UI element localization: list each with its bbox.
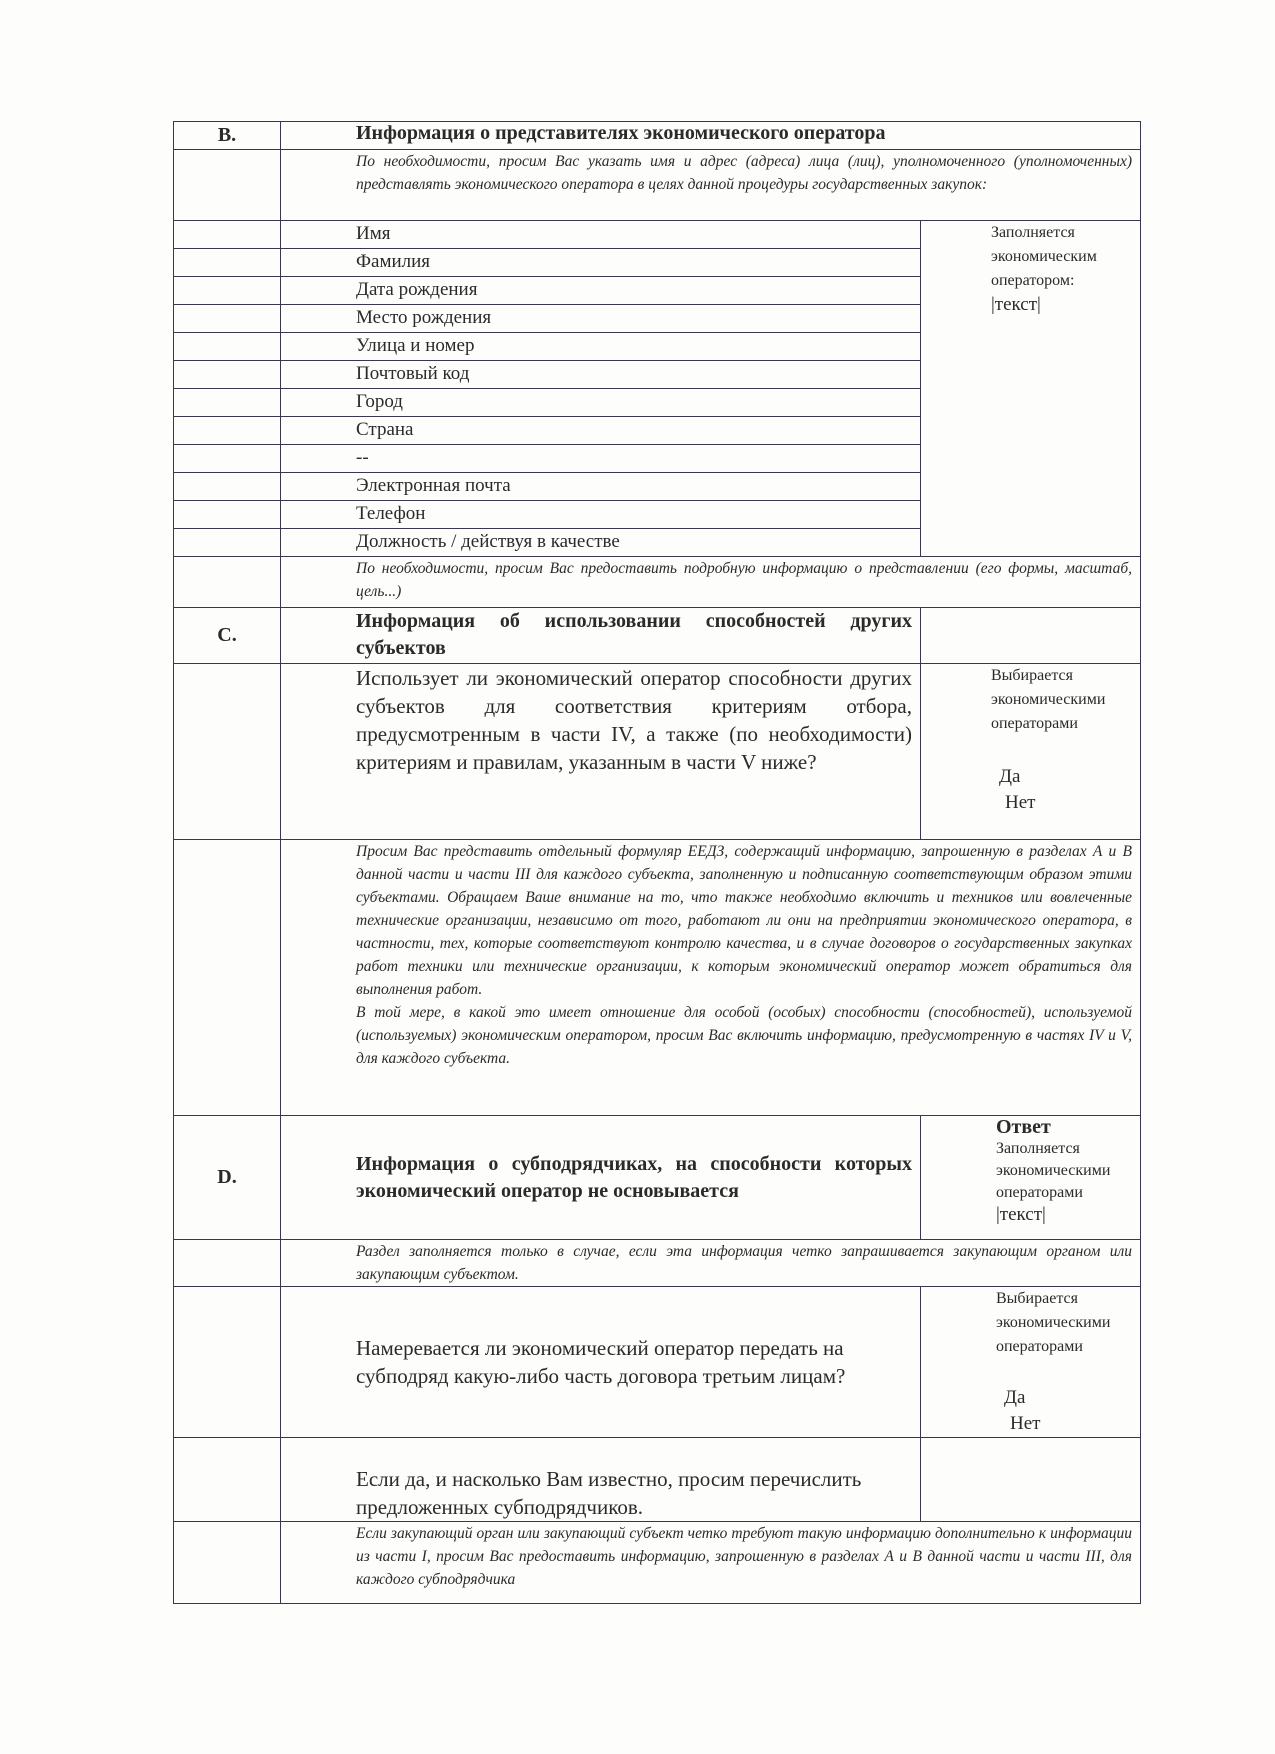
section-b-title: Информация о представителях экономического оператора — [281, 122, 1141, 150]
section-d-subcontractors-question: Если да, и насколько Вам известно, просим перечислить предложенных субподрядчиков. — [281, 1438, 921, 1522]
section-d-side-label: Выбирается экономическими операторами — [995, 1290, 1111, 1355]
espd-form-table — [173, 121, 1141, 1604]
text-field-placeholder[interactable]: |текст| — [990, 294, 1041, 315]
section-d-question: Намеревается ли экономический оператор передать на субподряд какую-либо часть договора третьим лицам? — [281, 1287, 921, 1438]
answer-heading: Ответ — [995, 1116, 1051, 1138]
field-label: Должность / действуя в качестве — [281, 529, 921, 557]
section-d-choice-cell[interactable] — [920, 1287, 1140, 1438]
section-c-letter: C. — [174, 608, 281, 664]
section-b-intro: По необходимости, просим Вас указать имя и адрес (адреса) лица (лиц), уполномоченного (уполномоченных) представлять экономического оператора в целях данной процедуры государственных закупок: — [281, 150, 1141, 221]
section-d-title: Информация о субподрядчиках, на способности которых экономический оператор не основывается — [281, 1116, 921, 1240]
option-no[interactable]: Нет — [1009, 1413, 1041, 1434]
section-c-title: Информация об использовании способностей других субъектов — [281, 608, 921, 664]
text-field-placeholder[interactable]: |текст| — [995, 1204, 1046, 1225]
section-b-answer-cell[interactable] — [920, 221, 1140, 557]
field-label: Фамилия — [281, 249, 921, 277]
section-c-note-1: Просим Вас представить отдельный формуляр ЕЕДЗ, содержащий информацию, запрошенную в разделах А и В данной части и части III для каждого субъекта, заполненную и подписанную соответствующим образом этими субъектами. Обращаем Ваше внимание на то, что также необходимо включить и техников или вовлеченные технические организации, независимо от того, работают ли они на предприятии экономического оператора, в частности, тех, которые соответствуют контролю качества, и в случае договоров о государственных закупках работ техники или технические организации, к которым экономический оператор может обратиться для выполнения работ. — [356, 843, 1132, 998]
section-d-answer-cell[interactable] — [920, 1116, 1140, 1240]
field-label: Дата рождения — [281, 277, 921, 305]
section-d-note: Раздел заполняется только в случае, если эта информация четко запрашивается закупающим органом или закупающим субъектом. — [281, 1240, 1141, 1287]
section-c-question: Использует ли экономический оператор способности других субъектов для соответствия критериям отбора, предусмотренным в части IV, а также (по необходимости) критериям и правилам, указанным в части V ниже? — [281, 664, 921, 840]
section-c-answer-cell[interactable] — [920, 664, 1140, 840]
section-b-letter: B. — [174, 122, 281, 150]
option-no[interactable]: Нет — [1004, 792, 1036, 813]
section-b-side-label: Заполняется экономическим оператором: — [990, 224, 1097, 289]
section-b-note: По необходимости, просим Вас предоставить подробную информацию о представлении (его формы, масштаб, цель...) — [281, 557, 1141, 608]
section-d-final-note: Если закупающий орган или закупающий субъект четко требуют такую информацию дополнительно к информации из части I, просим Вас предоставить информацию, запрошенную в разделах А и В данной части и части III, для каждого субподрядчика — [281, 1522, 1141, 1604]
field-label: Город — [281, 389, 921, 417]
section-c-note-2: В той мере, в какой это имеет отношение для особой (особых) способности (способностей), используемой (используемых) экономическим оператором, просим Вас включить информацию, предусмотренную в частях IV и V, для каждого субъекта. — [356, 1004, 1132, 1067]
subcontractors-answer-cell[interactable] — [920, 1438, 1140, 1522]
section-d-answer-label: Заполняется экономическими операторами — [995, 1140, 1111, 1201]
field-label: Место рождения — [281, 305, 921, 333]
field-label: Телефон — [281, 501, 921, 529]
section-c-note — [281, 840, 1141, 1116]
field-label: -- — [281, 445, 921, 473]
field-label: Электронная почта — [281, 473, 921, 501]
section-c-side-label: Выбирается экономическими операторами — [990, 667, 1106, 732]
field-label: Почтовый код — [281, 361, 921, 389]
field-label: Улица и номер — [281, 333, 921, 361]
option-yes[interactable]: Да — [1003, 1387, 1026, 1408]
section-d-letter: D. — [174, 1116, 281, 1240]
field-label: Имя — [281, 221, 921, 249]
option-yes[interactable]: Да — [998, 766, 1021, 787]
field-label: Страна — [281, 417, 921, 445]
